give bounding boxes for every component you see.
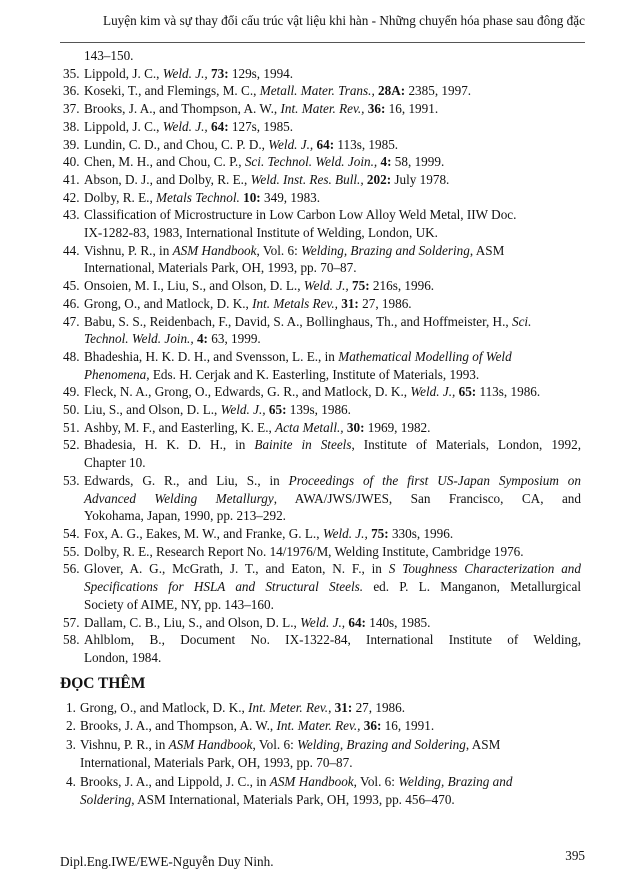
further-reading-text: 16, 1991. [381, 718, 435, 734]
reference-text: Fox, A. G., Eakes, M. W., and Franke, G. L., [84, 525, 323, 541]
further-reading-text: Grong, O., and Matlock, D. K., [80, 700, 249, 715]
reference-line [63, 277, 581, 295]
reference-number: 45. [63, 278, 80, 294]
reference-line [63, 649, 581, 667]
reference-text: Grong, O., and Matlock, D. K., [84, 295, 253, 311]
reference-text: Yokohama, Japan, 1990, pp. 213–292. [84, 508, 286, 524]
further-reading-text: , Vol. 6: [353, 773, 399, 789]
further-reading-italic-text: ASM Handbook [168, 736, 253, 752]
reference-text: London, 1984. [84, 649, 162, 665]
reference-text: Eds. H. Cerjak and K. Easterling, Institute of Materials, 1993. [149, 366, 480, 382]
reference-text: 113s, 1986. [476, 384, 541, 400]
reference-line [63, 118, 581, 136]
reference-entry [63, 614, 581, 632]
reference-line [63, 82, 581, 100]
further-reading-text: Brooks, J. A., and Lippold, J. C., in [80, 773, 270, 789]
reference-bold-text: 64: [316, 136, 335, 152]
reference-bold-text: 30: [346, 419, 365, 435]
reference-text: 16, 1991. [385, 101, 439, 117]
reference-text: 330s, 1996. [388, 525, 454, 541]
reference-text: IX-1282-83, 1983, International Institute of Welding, London, UK. [84, 225, 438, 241]
reference-italic-text: Metals Technol. [156, 189, 240, 205]
page-number: 395 [565, 848, 585, 863]
reference-bold-text: 65: [458, 384, 477, 400]
reference-bold-text: 75: [371, 525, 389, 541]
reference-italic-text: Weld. J., [162, 118, 208, 134]
reference-entry [63, 242, 581, 277]
reference-text: Bhadeshia, H. K. D. H., and Svensson, L. E., in [84, 348, 339, 364]
reference-line [63, 454, 581, 472]
header-rule [60, 42, 585, 43]
reference-line [63, 259, 581, 277]
reference-number: 58. [63, 632, 80, 648]
reference-line [63, 472, 581, 490]
reference-text: 1969, 1982. [364, 419, 431, 435]
reference-text: 139s, 1986. [286, 402, 351, 418]
reference-line [63, 348, 581, 366]
reference-number: 35. [63, 65, 80, 81]
reference-text: Brooks, J. A., and Thompson, A. W., [84, 101, 281, 117]
further-reading-line [66, 717, 560, 735]
further-reading-line [66, 699, 560, 717]
reference-italic-text: Acta Metall., [275, 419, 344, 435]
reference-text: Lippold, J. C., [84, 65, 163, 81]
reference-bold-text: 28A: [378, 83, 406, 99]
reference-text: 127s, 1985. [228, 118, 294, 134]
reference-entry [63, 313, 581, 348]
reference-italic-text: Weld. J., [162, 65, 208, 81]
reference-line [63, 224, 581, 242]
footer-author: Dipl.Eng.IWE/EWE-Nguyễn Duy Ninh. [60, 854, 274, 869]
reference-number: 55. [63, 543, 80, 559]
reference-text: Dolby, R. E., Research Report No. 14/1976/M, Welding Institute, Cambridge 1976. [84, 543, 524, 559]
reference-text: , Vol. 6: [256, 242, 302, 258]
further-reading-line [66, 736, 560, 754]
reference-italic-text: Technol. Weld. Join., [84, 331, 194, 347]
reference-number: 38. [63, 118, 80, 134]
reference-entry [63, 401, 581, 419]
reference-entry [63, 171, 581, 189]
reference-text: Vishnu, P. R., in [84, 242, 173, 258]
reference-text: Edwards, G. R., and Liu, S., in [84, 472, 289, 488]
reference-italic-text: Weld. J., [220, 402, 266, 418]
reference-text: Classification of Microstructure in Low Carbon Low Alloy Weld Metal, IIW Doc. [84, 207, 517, 223]
reference-line [63, 100, 581, 118]
reference-bold-text: 31: [341, 295, 359, 311]
reference-number: 57. [63, 614, 80, 630]
reference-text: Dolby, R. E., [84, 189, 157, 205]
reference-text: International, Materials Park, OH, 1993, pp. 70–87. [84, 260, 357, 276]
reference-entry [63, 277, 581, 295]
reference-entry [63, 153, 581, 171]
further-reading-heading: ĐỌC THÊM [60, 675, 146, 692]
reference-bold-text: 10: [243, 189, 261, 205]
reference-number: 43. [63, 207, 80, 223]
reference-line [63, 313, 581, 331]
reference-bold-text: 4: [196, 331, 208, 347]
further-reading-line [66, 791, 560, 809]
reference-line [63, 614, 581, 632]
reference-text: , Institute of Materials, London, 1992, [351, 437, 581, 453]
reference-line [63, 401, 581, 419]
reference-number: 56. [63, 561, 80, 577]
further-reading-line [66, 754, 560, 772]
reference-number: 53. [63, 472, 80, 488]
further-reading-italic-text: Welding, Brazing and Soldering [297, 736, 466, 752]
reference-italic-text: S Toughness Characterization and [388, 561, 581, 577]
reference-text: Onsoien, M. I., Liu, S., and Olson, D. L., [84, 278, 304, 294]
further-reading-text: Vishnu, P. R., in [80, 736, 169, 752]
reference-line [63, 295, 581, 313]
reference-text: 129s, 1994. [228, 65, 294, 81]
reference-text: 58, 1999. [391, 154, 445, 170]
reference-text: 2385, 1997. [405, 83, 472, 99]
reference-text: 63, 1999. [207, 331, 261, 347]
reference-line [63, 543, 581, 561]
running-header: Luyện kim và sự thay đổi cấu trúc vật liệu khi hàn - Những chuyển hóa phase sau đông đặc [103, 13, 585, 28]
reference-text: Liu, S., and Olson, D. L., [84, 402, 221, 418]
reference-line [63, 65, 581, 83]
further-reading-number: 2. [66, 718, 76, 734]
further-reading-text: International, Materials Park, OH, 1993, pp. 70–87. [80, 755, 353, 771]
reference-number: 51. [63, 419, 80, 435]
reference-line [63, 525, 581, 543]
reference-italic-text: Sci. Technol. Weld. Join., [244, 154, 378, 170]
reference-line [63, 206, 581, 224]
reference-entry [63, 189, 581, 207]
further-reading-text: , ASM International, Materials Park, OH, 1993, pp. 456–470. [131, 792, 455, 808]
reference-number: 46. [63, 295, 80, 311]
reference-line [63, 153, 581, 171]
reference-entry [63, 560, 581, 613]
reference-italic-text: Weld. J., [300, 614, 346, 630]
reference-text: Glover, A. G., McGrath, J. T., and Eaton, N. F., in [84, 561, 389, 577]
reference-line [63, 560, 581, 578]
reference-text: Chapter 10. [84, 455, 146, 471]
reference-text: Fleck, N. A., Grong, O., Edwards, G. R., and Matlock, D. K., [84, 384, 411, 400]
reference-italic-text: Weld. J., [303, 278, 349, 294]
further-reading-number: 4. [66, 773, 76, 789]
reference-bold-text: 73: [211, 65, 229, 81]
reference-text: Ashby, M. F., and Easterling, K. E., [84, 419, 276, 435]
reference-number: 42. [63, 189, 80, 205]
reference-italic-text: Proceedings of the first US-Japan Symposium on [288, 472, 581, 488]
further-reading-list [66, 699, 560, 809]
reference-text: 216s, 1996. [369, 278, 435, 294]
further-reading-text: , [328, 700, 335, 715]
reference-italic-text: Weld. Inst. Res. Bull., [250, 171, 364, 187]
reference-text: Babu, S. S., Reidenbach, F., David, S. A., Bollinghaus, Th., and Hoffmeister, H., [84, 313, 512, 329]
further-reading-entry [66, 699, 560, 717]
reference-number: 49. [63, 384, 80, 400]
further-reading-bold-text: 31: [334, 700, 353, 715]
reference-number: 37. [63, 101, 80, 117]
reference-entry [63, 348, 581, 383]
reference-bold-text: 65: [268, 402, 287, 418]
further-reading-text: 27, 1986. [352, 700, 406, 715]
further-reading-bold-text: 36: [363, 718, 382, 734]
reference-line [63, 189, 581, 207]
reference-entry [63, 472, 581, 525]
further-reading-entry [66, 773, 560, 810]
reference-text: ed. P. L. Manganon, Metallurgical [363, 579, 581, 595]
further-reading-entry [66, 736, 560, 773]
reference-text: Lundin, C. D., and Chou, C. P. D., [84, 136, 269, 152]
reference-line [63, 578, 581, 596]
further-reading-number: 1. [66, 700, 76, 715]
reference-entry [63, 100, 581, 118]
reference-line [63, 383, 581, 401]
reference-italic-text: ASM Handbook [172, 242, 257, 258]
reference-text: July 1978. [391, 171, 450, 187]
reference-number: 47. [63, 313, 80, 329]
reference-text: Bhadesia, H. K. D. H., in [84, 437, 255, 453]
reference-line [63, 596, 581, 614]
reference-italic-text: Weld. J., [322, 525, 368, 541]
reference-line [63, 242, 581, 260]
reference-text: Society of AIME, NY, pp. 143–160. [84, 596, 274, 612]
reference-text: Abson, D. J., and Dolby, R. E., [84, 171, 251, 187]
reference-bold-text: 64: [348, 614, 366, 630]
reference-text: Lippold, J. C., [84, 118, 163, 134]
reference-italic-text: Mathematical Modelling of Weld [338, 348, 512, 364]
reference-italic-text: Advanced Welding Metallurgy [84, 490, 274, 506]
reference-number: 52. [63, 437, 80, 453]
reference-text: 27, 1986. [358, 295, 412, 311]
reference-entry [63, 82, 581, 100]
reference-text: Ahlblom, B., Document No. IX-1322-84, International Institute of Welding, [84, 632, 581, 648]
reference-italic-text: Int. Mater. Rev., [280, 101, 365, 117]
reference-italic-text: Specifications for HSLA and Structural Steels. [84, 579, 364, 595]
reference-entry [63, 525, 581, 543]
reference-text: Dallam, C. B., Liu, S., and Olson, D. L., [84, 614, 301, 630]
reference-entry [63, 543, 581, 561]
reference-number: 41. [63, 171, 80, 187]
reference-line [63, 507, 581, 525]
reference-bold-text: 36: [367, 101, 386, 117]
reference-line [63, 330, 581, 348]
further-reading-italic-text: ASM Handbook [269, 773, 354, 789]
further-reading-italic-text: Int. Mater. Rev., [276, 718, 361, 734]
reference-text: 349, 1983. [260, 189, 321, 205]
reference-italic-text: Phenomena, [84, 366, 150, 382]
reference-entry [63, 118, 581, 136]
reference-italic-text: Int. Metals Rev., [252, 295, 338, 311]
further-reading-italic-text: Welding, Brazing and [398, 773, 513, 789]
reference-bold-text: 202: [366, 171, 392, 187]
reference-bold-text: 4: [380, 154, 392, 170]
reference-entry [63, 419, 581, 437]
further-reading-entry [66, 717, 560, 735]
reference-text: 140s, 1985. [365, 614, 431, 630]
reference-italic-text: Sci. [511, 313, 532, 329]
reference-number: 40. [63, 154, 80, 170]
reference-number: 50. [63, 402, 80, 418]
reference-text: Chen, M. H., and Chou, C. P., [84, 154, 245, 170]
reference-number: 48. [63, 348, 80, 364]
further-reading-text: Brooks, J. A., and Thompson, A. W., [80, 718, 277, 734]
reference-entry [63, 383, 581, 401]
reference-italic-text: Metall. Mater. Trans., [259, 83, 375, 99]
further-reading-italic-text: Soldering [80, 792, 132, 808]
reference-italic-text: Weld. J., [268, 136, 314, 152]
reference-list [63, 47, 581, 667]
reference-entry [63, 295, 581, 313]
reference-line [63, 631, 581, 649]
reference-italic-text: Bainite in Steels [254, 437, 352, 453]
reference-number: 39. [63, 136, 80, 152]
further-reading-italic-text: Int. Meter. Rev. [248, 700, 329, 715]
further-reading-line [66, 773, 560, 791]
further-reading-text: , ASM [465, 736, 501, 752]
reference-carryover: 143–150. [84, 48, 134, 63]
reference-line [63, 136, 581, 154]
further-reading-text: , Vol. 6: [252, 736, 298, 752]
reference-entry [63, 206, 581, 241]
reference-entry [63, 136, 581, 154]
reference-text: 113s, 1985. [334, 136, 399, 152]
reference-number: 54. [63, 525, 80, 541]
reference-line [63, 490, 581, 508]
reference-line [63, 171, 581, 189]
reference-line [63, 436, 581, 454]
reference-italic-text: Weld. J., [410, 384, 456, 400]
reference-entry [63, 436, 581, 471]
reference-entry [63, 631, 581, 666]
reference-number: 44. [63, 242, 80, 258]
reference-line [63, 366, 581, 384]
reference-line [63, 419, 581, 437]
reference-text: Koseki, T., and Flemings, M. C., [84, 83, 260, 99]
reference-italic-text: Welding, Brazing and Soldering [301, 242, 470, 258]
reference-bold-text: 75: [352, 278, 370, 294]
reference-entry [63, 65, 581, 83]
reference-number: 36. [63, 83, 80, 99]
reference-text: , ASM [469, 242, 505, 258]
reference-bold-text: 64: [211, 118, 229, 134]
further-reading-number: 3. [66, 736, 76, 752]
reference-text: , AWA/JWS/JWES, San Francisco, CA, and [273, 490, 581, 506]
